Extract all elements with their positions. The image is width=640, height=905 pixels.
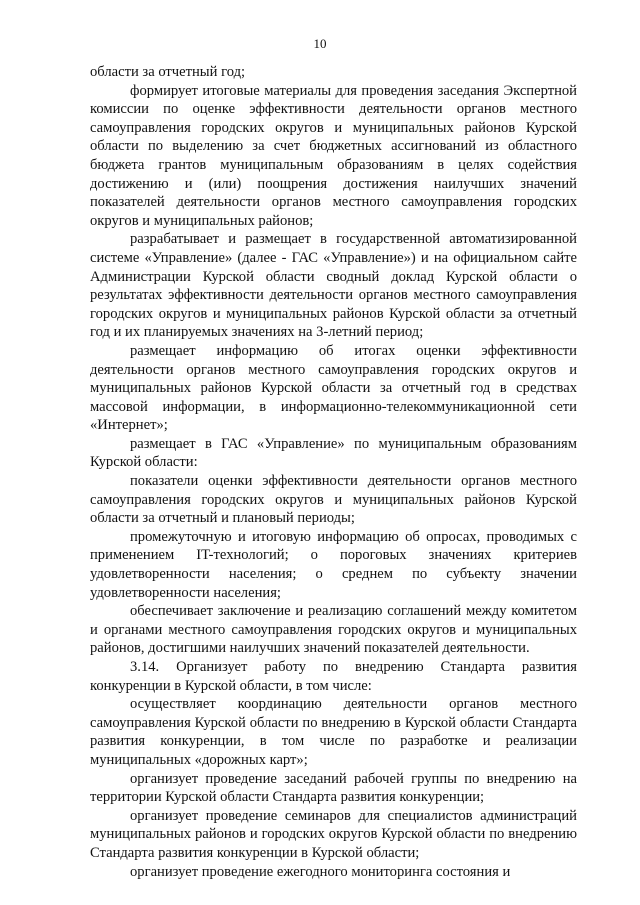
- paragraph-8: обеспечивает заключение и реализацию соглашений между комитетом и органами местного самоуправления городских округов и муниципальных районов, достигшими наилучших значений показателей деятельности.: [90, 603, 577, 657]
- paragraph-1: области за отчетный год;: [90, 64, 246, 80]
- paragraph-4: размещает информацию об итогах оценки эффективности деятельности органов местного самоуправления городских округов и муниципальных районов Курской области за отчетный год в средствах массовой информации, в информационно-телекоммуникационной сети «Интернет»;: [90, 342, 577, 434]
- paragraph-3: разрабатывает и размещает в государственной автоматизированной системе «Управление» (далее - ГАС «Управление») и на официальном сайте Администрации Курской области сводный доклад Курской области о результатах эффективности деятельности органов местного самоуправления городских округов и муниципальных районов Курской области за отчетный год и их планируемых значениях на 3-летний период;: [90, 231, 577, 341]
- paragraph-10: осуществляет координацию деятельности органов местного самоуправления Курской области по внедрению в Курской области Стандарта развития конкуренции, в том числе по разработке и реализации муниципальных «дорожных карт»;: [90, 696, 577, 768]
- page-number: 10: [313, 36, 327, 51]
- paragraph-7: промежуточную и итоговую информацию об опросах, проводимых с применением IT-технологий; о пороговых значениях критериев удовлетворенности населения; о среднем по субъекту значении удовлетворенности населения;: [90, 528, 577, 601]
- paragraph-6: показатели оценки эффективности деятельности органов местного самоуправления городских округов и муниципальных районов Курской области за отчетный и плановый периоды;: [90, 473, 577, 527]
- paragraph-12: организует проведение семинаров для специалистов администраций муниципальных районов и городских округов Курской области по внедрению Стандарта развития конкуренции в Курской области;: [90, 807, 577, 861]
- paragraph-2: формирует итоговые материалы для проведения заседания Экспертной комиссии по оценке эффективности деятельности органов местного самоуправления городских округов и муниципальных районов Курской области по выделению за счет бюджетных ассигнований из областного бюджета грантов муниципальным образованиям в целях содействия достижению и (или) поощрения достижения наилучших значений показателей деятельности органов местного самоуправления городских округов и муниципальных районов;: [90, 82, 577, 229]
- paragraph-13: организует проведение ежегодного мониторинга состояния и: [130, 863, 511, 880]
- paragraph-11: организует проведение заседаний рабочей группы по внедрению на территории Курской области Стандарта развития конкуренции;: [90, 770, 577, 806]
- section-3-14-heading: 3.14. Организует работу по внедрению Стандарта развития конкуренции в Курской области, в том числе:: [90, 659, 577, 694]
- document-body: [90, 63, 577, 881]
- paragraph-5: размещает в ГАС «Управление» по муниципальным образованиям Курской области:: [90, 435, 577, 471]
